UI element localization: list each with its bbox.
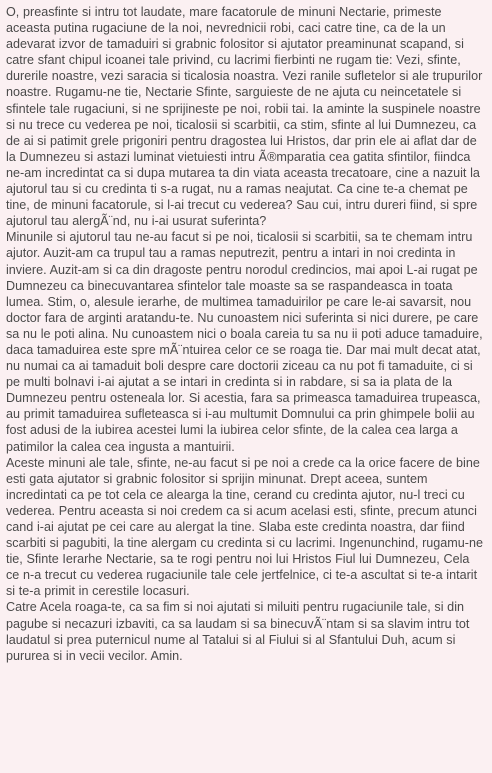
prayer-paragraph-3: Aceste minuni ale tale, sfinte, ne-au facut si pe noi a crede ca la orice facere de bine esti gata ajutator si grabnic folositor si sprijin minunat. Drept aceea, suntem incredintati ca pe tot cela ce alearga la tine, cerand cu credinta ajutor, nu-l treci cu vederea. Pentru aceasta si noi credem ca si acum acelasi esti, sfinte, precum atunci cand i-ai ajutat pe cei care au alergat la tine. Slaba este credinta noastra, dar fiind scarbiti si pagubiti, la tine alergam cu credinta si cu lacrimi. Ingenunchind, rugamu-ne tie, Sfinte Ierarhe Nectarie, sa te rogi pentru noi lui Hristos Fiul lui Dumnezeu, Cela ce n-a trecut cu vederea rugaciunile tale cele jertfelnice, ci te-a ascultat si te-a intarit si te-a primit in cerestile locasuri. — [6, 455, 484, 599]
prayer-paragraph-4: Catre Acela roaga-te, ca sa fim si noi ajutati si miluiti pentru rugaciunile tale, si din pagube si necazuri izbaviti, ca sa laudam si sa binecuvÃ¨ntam si sa slavim intru tot laudatul si prea puternicul nume al Tatalui si al Fiului si al Sfantului Duh, acum si pururea si in vecii vecilor. Amin. — [6, 600, 470, 663]
prayer-paragraph-2: Minunile si ajutorul tau ne-au facut si pe noi, ticalosii si scarbitii, sa te chemam intru ajutor. Auzit-am ca trupul tau a ramas neputrezit, pentru a intari in noi credinta in inviere. Auzit-am si ca din dragoste pentru norodul credincios, mai apoi L-ai rugat pe Dumnezeu ca binecuvantarea sfintelor tale moaste sa se raspandeasca in toata lumea. Stim, o, alesule ierarhe, de multimea tamaduirilor pe care le-ai savarsit, nou doctor fara de arginti aratandu-te. Nu cunoastem nici suferinta si nici durere, pe care sa nu le poti alina. Nu cunoastem nici o boala careia tu sa nu ii poti aduce tamaduire, daca tamaduirea este spre mÃ¨ntuirea celor ce se roaga tie. Dar mai mult decat atat, nu numai ca ai tamaduit boli despre care doctorii ziceau ca nu pot fi tamaduite, ci si pe multi bolnavi i-ai ajutat a se intari in credinta si in rabdare, si sa ia plata de la Dumnezeu pentru osteneala lor. Si acestia, fara sa primeasca tamaduirea trupeasca, au primit tamaduirea sufleteasca si i-au multumit Domnului ca prin ghimpele bolii au fost adusi de la iubirea acestei lumi la iubirea celor sfinte, de la calea cea larga a patimilor la calea cea ingusta a mantuirii. — [6, 230, 483, 454]
prayer-paragraph-1: O, preasfinte si intru tot laudate, mare facatorule de minuni Nectarie, primeste aceasta putina rugaciune de la noi, nevrednicii robi, caci catre tine, ca de la un adevarat izvor de tamaduiri si grabnic folositor si ajutator preaminunat scapand, si catre sfant chipul icoanei tale privind, cu lacrimi fierbinti ne rugam tie: Vezi, sfinte, durerile noastre, vezi saracia si ticalosia noastra. Vezi ranile sufletelor si ale trupurilor noastre. Rugamu-ne tie, Nectarie Sfinte, sarguieste de ne ajuta cu neincetatele si sfintele tale rugaciuni, si ne sprijineste pe noi, robii tai. Ia aminte la suspinele noastre si nu trece cu vederea pe noi, ticalosii si scarbitii, ca stim, sfinte al lui Dumnezeu, ca de ai si patimit grele prigoniri pentru dragostea lui Hristos, dar prin ele ai aflat dar de la Dumnezeu si astazi luminat vietuiesti intru Ã®mparatia cea gatita sfintilor, fiindca ne-am incredintat ca si dupa mutarea ta din viata aceasta trecatoare, cine a nazuit la ajutorul tau si cu credinta ti s-a rugat, nu a ramas neajutat. Ca cine te-a chemat pe tine, de minuni facatorule, si l-ai trecut cu vederea? Sau cui, intru dureri fiind, si spre ajutorul tau alergÃ¨nd, nu i-ai usurat suferinta? — [6, 5, 483, 229]
